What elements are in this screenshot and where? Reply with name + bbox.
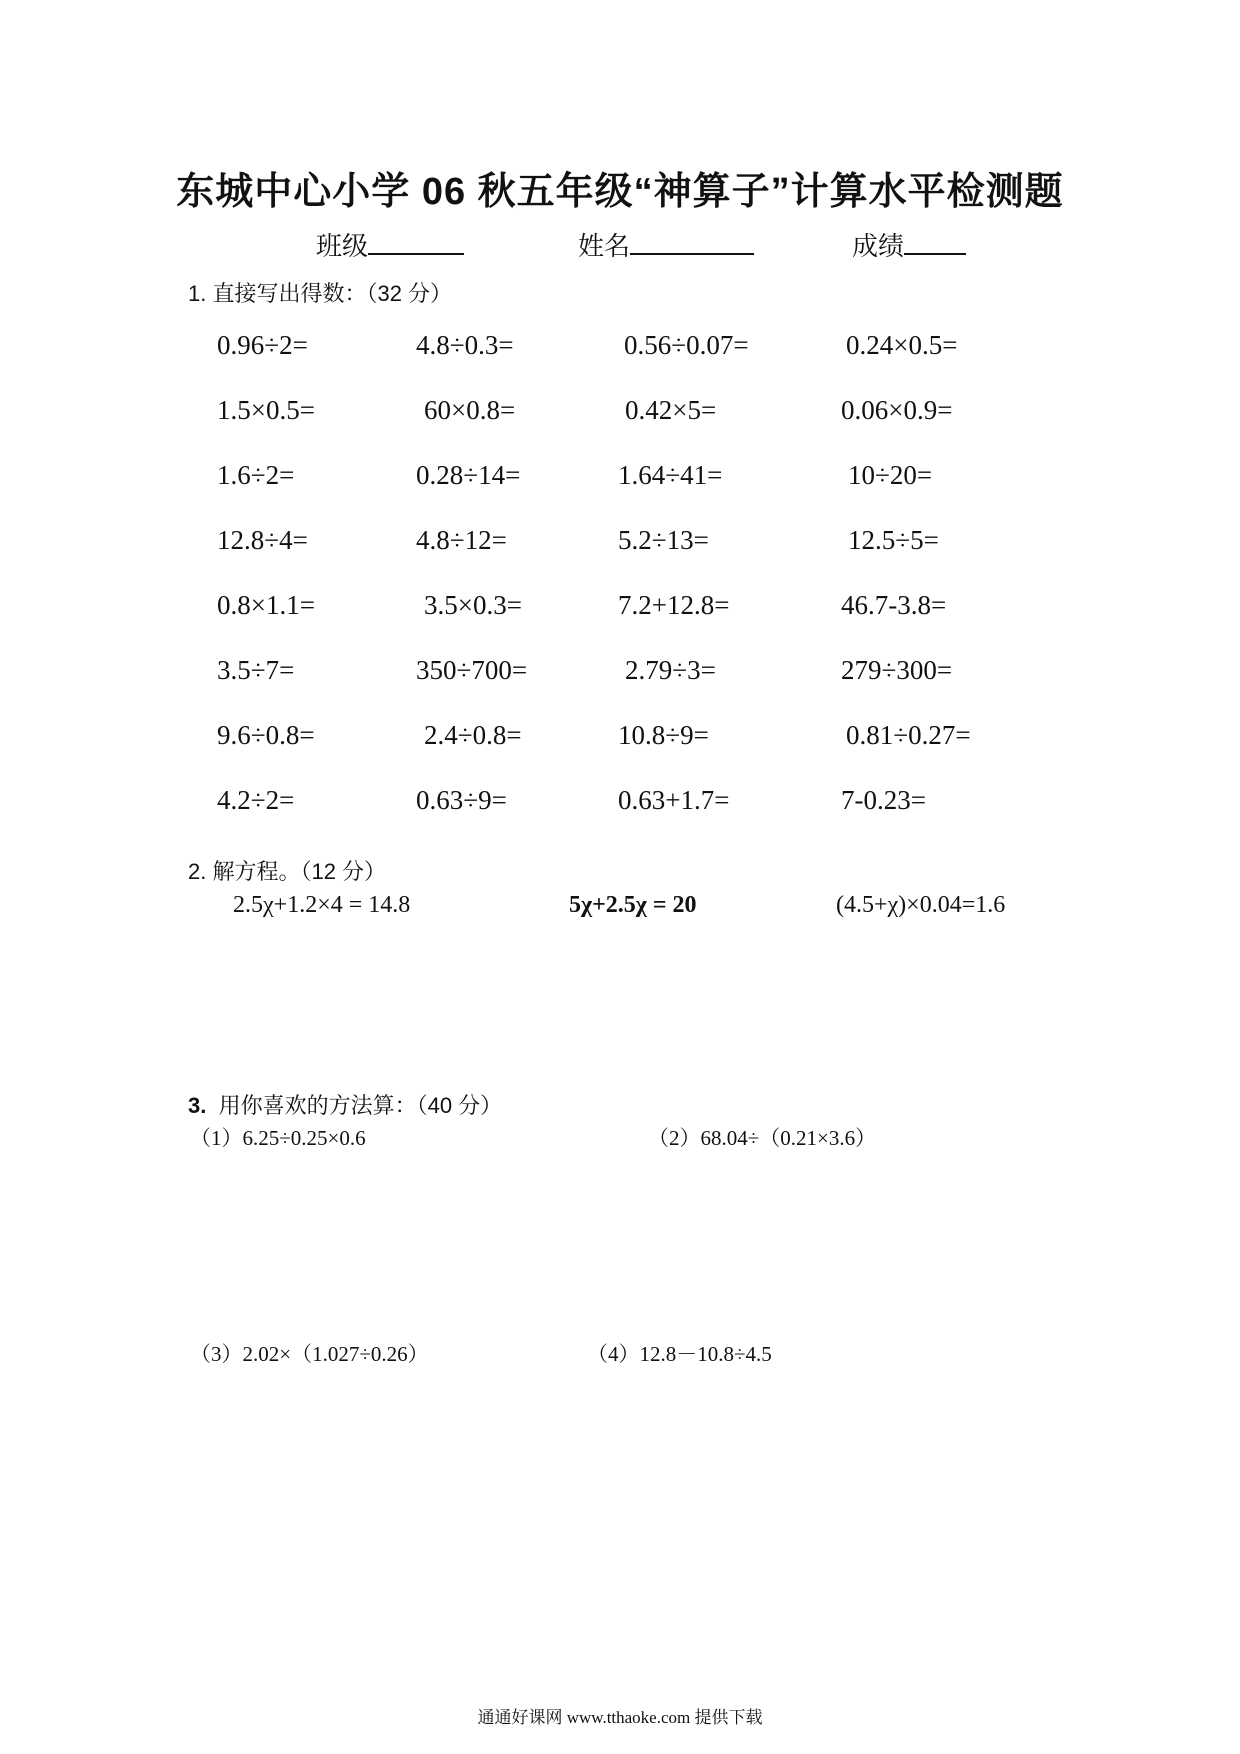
calc-item: 0.96÷2=: [217, 330, 308, 360]
score-label: 成绩: [852, 231, 905, 261]
calc-item: 5.2÷13=: [618, 525, 709, 555]
calc-item: 46.7-3.8=: [841, 590, 947, 620]
calc-item: 1.5×0.5=: [217, 395, 315, 425]
section3-number: 3.: [188, 1093, 207, 1118]
calc-item: 7-0.23=: [841, 785, 926, 815]
calc-item: 4.2÷2=: [217, 785, 295, 815]
calc-item: 0.42×5=: [625, 395, 717, 425]
calc-item: 0.06×0.9=: [841, 395, 953, 425]
calc-item: 3.5÷7=: [217, 655, 295, 685]
name-blank: [630, 231, 754, 255]
calc-item: 0.63+1.7=: [618, 785, 730, 815]
calc-item: 1.6÷2=: [217, 460, 295, 490]
score-field: [852, 226, 966, 263]
calc-item: 0.8×1.1=: [217, 590, 315, 620]
calc-item: 10.8÷9=: [618, 720, 709, 750]
equation-3: (4.5+χ)×0.04=1.6: [836, 892, 1006, 918]
calc-item: 0.56÷0.07=: [624, 330, 749, 360]
page-title: 东城中心小学 06 秋五年级“神算子”计算水平检测题: [176, 171, 1064, 213]
calc-item: 2.79÷3=: [625, 655, 716, 685]
problem-2: （2）68.04÷（0.21×3.6）: [648, 1126, 877, 1150]
problem-1: （1）6.25÷0.25×0.6: [190, 1126, 366, 1150]
calc-item: 7.2+12.8=: [618, 590, 730, 620]
calc-item: 350÷700=: [416, 655, 528, 685]
name-field: [578, 226, 754, 263]
calc-item: 0.81÷0.27=: [846, 720, 971, 750]
class-field: [316, 226, 464, 263]
calc-item: 4.8÷12=: [416, 525, 507, 555]
score-blank: [904, 231, 966, 255]
class-blank: [368, 231, 464, 255]
calc-item: 2.4÷0.8=: [424, 720, 522, 750]
section2-heading: 2. 解方程。（12 分）: [188, 859, 387, 884]
calc-item: 4.8÷0.3=: [416, 330, 514, 360]
section3-heading: [188, 1089, 502, 1120]
calc-item: 60×0.8=: [424, 395, 516, 425]
calc-item: 10÷20=: [848, 460, 933, 490]
calc-item: 0.24×0.5=: [846, 330, 958, 360]
calc-item: 12.5÷5=: [848, 525, 939, 555]
section1-heading: 1. 直接写出得数：（32 分）: [188, 281, 453, 306]
calc-item: 3.5×0.3=: [424, 590, 522, 620]
problem-3: （3）2.02×（1.027÷0.26）: [190, 1342, 429, 1366]
footer-credit: 通通好课网 www.tthaoke.com 提供下载: [477, 1708, 763, 1727]
calc-item: 1.64÷41=: [618, 460, 723, 490]
class-label: 班级: [316, 231, 369, 261]
equation-1: 2.5χ+1.2×4 = 14.8: [233, 892, 411, 918]
calc-item: 12.8÷4=: [217, 525, 308, 555]
name-label: 姓名: [578, 231, 631, 261]
calc-item: 279÷300=: [841, 655, 953, 685]
calc-item: 9.6÷0.8=: [217, 720, 315, 750]
equation-2: 5χ+2.5χ = 20: [569, 892, 697, 918]
section3-title: 用你喜欢的方法算：（40 分）: [218, 1093, 503, 1118]
problem-4: （4）12.8－10.8÷4.5: [587, 1342, 772, 1366]
calc-item: 0.28÷14=: [416, 460, 521, 490]
calc-item: 0.63÷9=: [416, 785, 507, 815]
